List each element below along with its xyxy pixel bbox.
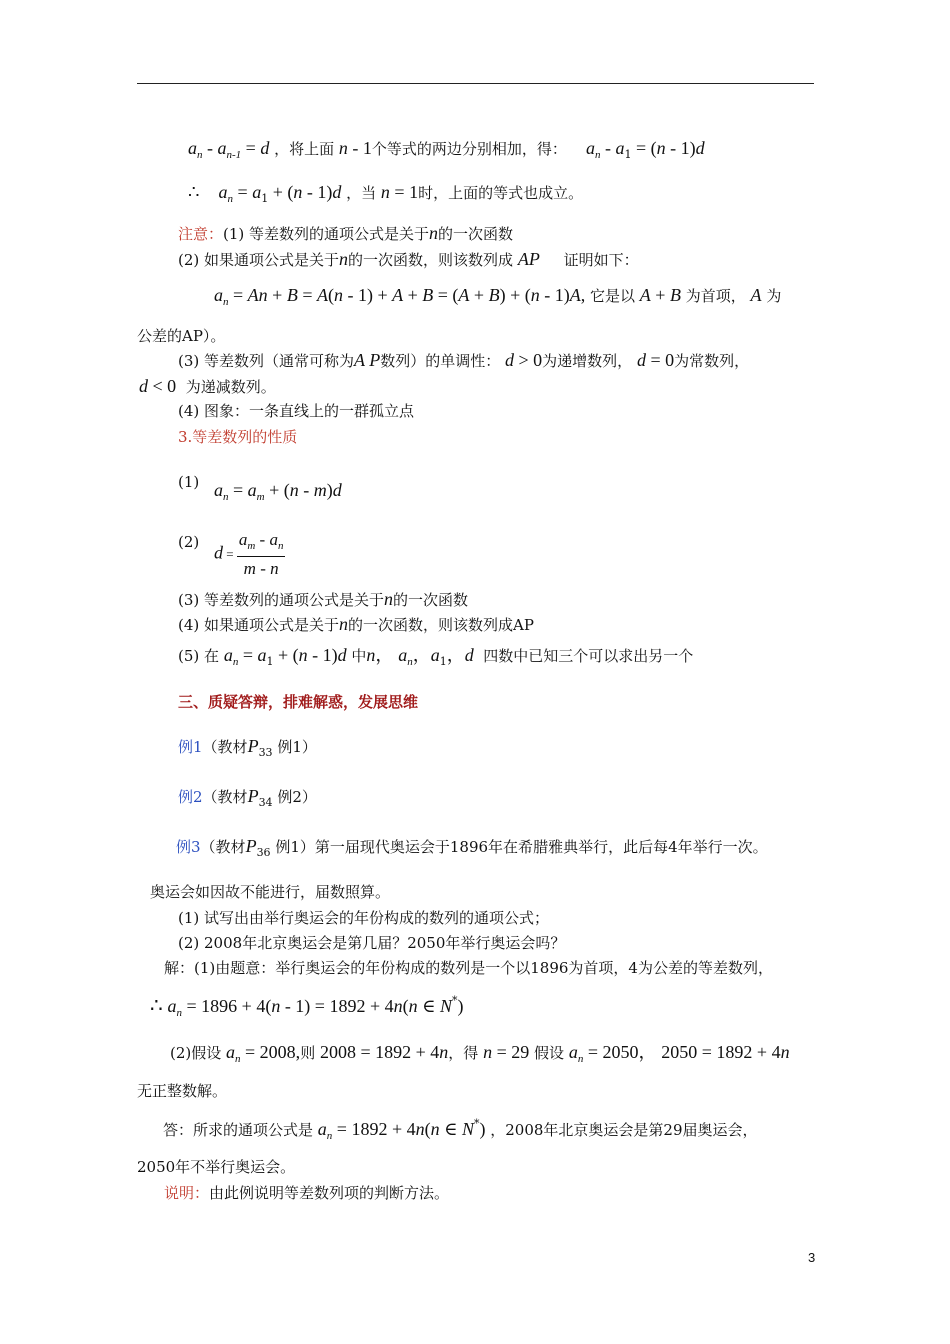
text: 由此例说明等差数列项的判断方法。 <box>209 1184 450 1202</box>
text: (3) 等差数列（通常可称为 <box>178 352 355 370</box>
note-2: (2) 如果通项公式是关于n的一次函数，则该数列成 AP 证明如下： <box>178 249 639 269</box>
text: 例1） <box>277 738 317 756</box>
explanation-label: 说明： <box>164 1184 210 1202</box>
property-5: (5) 在 $a_n = a_1 + (n - 1)d$ 中n， $a_n$，$a_1$，d 四数中已知三个可以求出另一个 <box>178 645 694 668</box>
text: （教材 <box>202 788 248 806</box>
text: 为首项， <box>685 287 746 305</box>
text: (4) 如果通项公式是关于 <box>178 616 340 634</box>
text: 例2） <box>277 788 317 806</box>
solution-formula: ∴ $a_n = 1896 + 4(n - 1) = 1892 + 4n(n$ ∈ N*) <box>150 994 464 1019</box>
answer-cont: 2050年不举行奥运会。 <box>137 1158 296 1176</box>
example-3-cont: 奥运会如因故不能进行，届数照算。 <box>150 883 391 901</box>
text: 个等式的两边分别相加，得： <box>371 140 567 158</box>
example-2: 例2（教材$P_{34}$ 例2） <box>178 786 317 809</box>
text: （教材 <box>202 738 248 756</box>
text: (3) 等差数列的通项公式是关于 <box>178 591 385 609</box>
text: 假设 <box>534 1044 565 1062</box>
text: 的一次函数 <box>393 591 469 609</box>
note-3-cont: d < 0 为递减数列。 <box>139 376 276 396</box>
property-1-label: (1) <box>178 473 200 491</box>
explanation <box>164 1183 449 1203</box>
text: 的一次函数，则该数列成AP <box>348 616 534 634</box>
proof-cont: 公差的AP）。 <box>137 327 226 345</box>
example-2-label: 例2 <box>178 788 203 806</box>
answer: 答：所求的通项公式是 $a_n = 1892 + 4n(n$ ∈ N*) ，2008年北京奥运会是第29届奥运会， <box>163 1117 758 1142</box>
property-3: (3) 等差数列的通项公式是关于n的一次函数 <box>178 589 469 609</box>
example-1-label: 例1 <box>178 738 203 756</box>
therefore-icon: ∴ <box>188 182 200 202</box>
note-1: 注意：(1) 等差数列的通项公式是关于n的一次函数 <box>178 223 514 243</box>
text: 例1）第一届现代奥运会于1896年在希腊雅典举行，此后每4年举行一次。 <box>275 838 768 856</box>
text: (1) 等差数列的通项公式是关于 <box>223 225 430 243</box>
text: (5) 在 <box>178 647 220 665</box>
note-4: (4) 图象：一条直线上的一群孤立点 <box>178 402 415 420</box>
text: (2)假设 <box>170 1044 222 1062</box>
text: 为递减数列。 <box>185 378 276 396</box>
text: 为 <box>766 287 782 305</box>
text: 中 <box>351 647 367 665</box>
solution-1: 解：(1)由题意：举行奥运会的年份构成的数列是一个以1896为首项，4为公差的等差数列， <box>164 959 773 977</box>
text: 答：所求的通项公式是 <box>163 1121 314 1139</box>
property-1-formula: $a_n = a_m + (n - m)d$ <box>214 480 342 503</box>
section-heading: 三、质疑答辩，排难解惑，发展思维 <box>178 693 419 711</box>
text: 证明如下： <box>563 251 639 269</box>
text: (2) 如果通项公式是关于 <box>178 251 340 269</box>
property-2-label: (2) <box>178 533 200 551</box>
text: ，将上面 <box>274 140 335 158</box>
no-solution: 无正整数解。 <box>137 1082 228 1100</box>
question-1: (1) 试写出由举行奥运会的年份构成的数列的通项公式； <box>178 909 550 927</box>
section-3-title: 3.等差数列的性质 <box>178 428 298 446</box>
example-3-label: 例3 <box>176 838 201 856</box>
text: 数列）的单调性： <box>380 352 501 370</box>
text: 的一次函数，则该数列成 <box>348 251 514 269</box>
property-4: (4) 如果通项公式是关于n的一次函数，则该数列成AP <box>178 614 534 634</box>
page-number: 3 <box>808 1250 816 1265</box>
proof-formula: $a_n = An + B = A(n - 1) + A + B = (A + B) + (n - 1)A$, 它是以 A + B 为首项， A 为 <box>214 285 782 308</box>
text: 四数中已知三个可以求出另一个 <box>483 647 694 665</box>
note-3: (3) 等差数列（通常可称为A P数列）的单调性： d > 0为递增数列， d = 0为常数列， <box>178 350 750 370</box>
text: 它是以 <box>590 287 636 305</box>
text: 为常数列， <box>674 352 750 370</box>
example-1: 例1（教材$P_{33}$ 例1） <box>178 736 317 759</box>
header-rule <box>137 83 814 84</box>
line-sum-identity: $a_n - a_{n-1} = d$ ，将上面 n - 1个等式的两边分别相加，得： $a_n - a_1 = (n - 1)d$ <box>188 138 705 161</box>
property-2-formula: d = $\frac{a_m - a_n}{m - n}$ <box>214 530 284 578</box>
text: 时，上面的等式也成立。 <box>418 184 584 202</box>
example-3: 例3（教材$P_{36}$ 例1）第一届现代奥运会于1896年在希腊雅典举行，此后每4年举行一次。 <box>176 836 768 859</box>
text: ，2008年北京奥运会是第29届奥运会， <box>490 1121 758 1139</box>
line-general-term: ∴ $a_n = a_1 + (n - 1)d$ ，当 n = 1时，上面的等式也成立。 <box>188 182 584 205</box>
solution-2: (2)假设 $a_n = 2008$,则 2008 = 1892 + 4n，得 n = 29 假设 $a_n = 2050$， 2050 = 1892 + 4n <box>170 1042 790 1065</box>
text: 为递增数列， <box>542 352 633 370</box>
text: ，得 <box>448 1044 479 1062</box>
question-2: (2) 2008年北京奥运会是第几届？2050年举行奥运会吗？ <box>178 934 566 952</box>
text: 则 <box>300 1044 316 1062</box>
note-label: 注意： <box>178 225 224 243</box>
text: 的一次函数 <box>438 225 514 243</box>
text: （教材 <box>200 838 246 856</box>
text: ，当 <box>346 184 377 202</box>
